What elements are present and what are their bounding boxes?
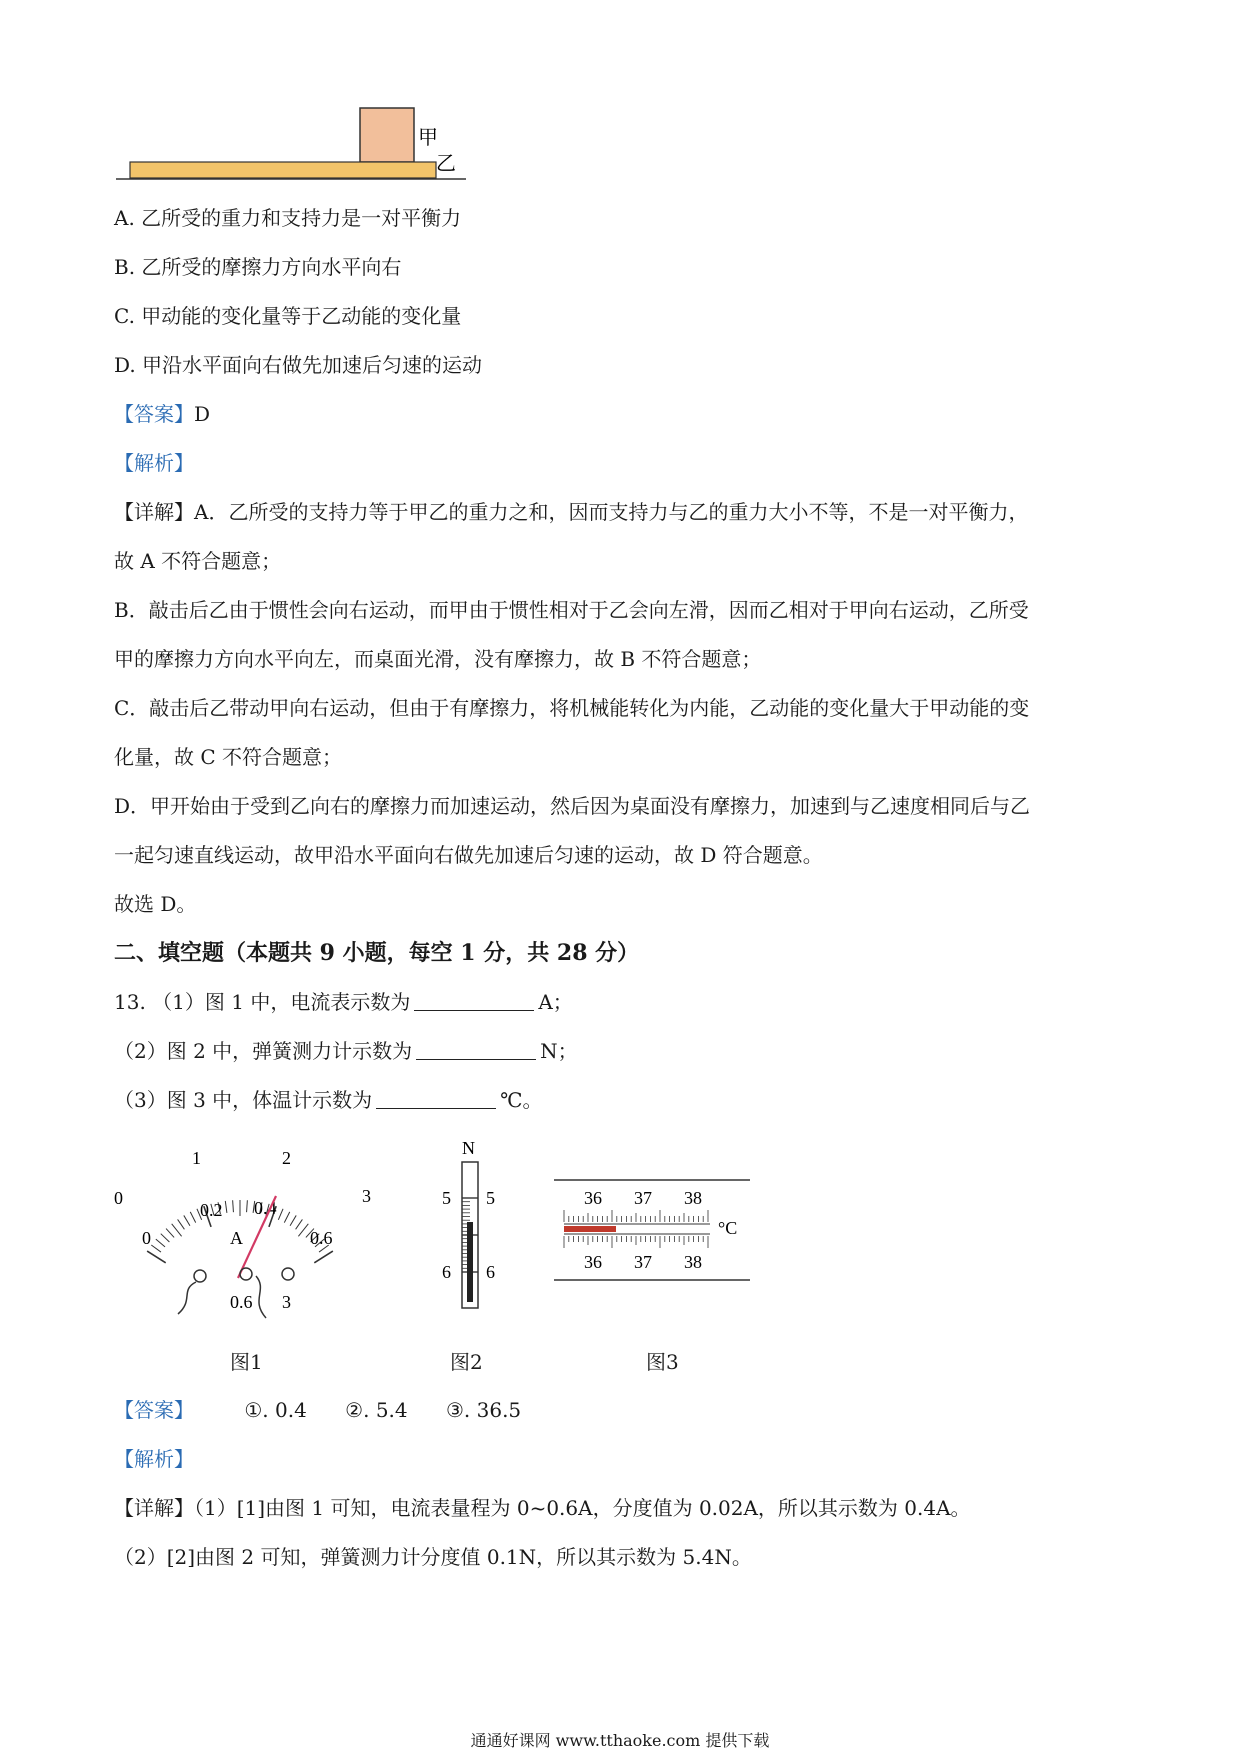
q13-answer-1: ①. 0.4	[244, 1398, 307, 1422]
q13-line-2-unit: N；	[540, 1039, 578, 1063]
q12-answer	[114, 400, 210, 428]
right-mark-6: 6	[486, 1262, 495, 1282]
q13-detail-2: （2）[2]由图 2 可知，弹簧测力计分度值 0.1N，所以其示数为 5.4N。	[114, 1545, 752, 1569]
q13-answer	[114, 1396, 521, 1424]
q13-detail-text-1: （1）[1]由图 1 可知，电流表量程为 0~0.6A，分度值为 0.02A，所以其示数为 0.4A。	[194, 1496, 971, 1520]
q12-analysis-tag: 【解析】	[114, 451, 194, 475]
left-mark-6: 6	[442, 1262, 451, 1282]
scale-tick	[178, 1219, 185, 1229]
top-mark-38: 38	[684, 1188, 702, 1208]
terminal-label-06: 0.6	[230, 1292, 253, 1312]
fig3-label: 图3	[646, 1350, 679, 1374]
scale-tick	[190, 1212, 195, 1223]
left-mark-5: 5	[442, 1188, 451, 1208]
option-c: C. 甲动能的变化量等于乙动能的变化量	[114, 304, 462, 328]
answer-value: D	[194, 402, 211, 426]
bottom-mark-38: 38	[684, 1252, 702, 1272]
q13-line-2	[114, 1037, 578, 1065]
bottom-scale-0: 0	[142, 1228, 151, 1248]
bottom-scale-1: 0.2	[200, 1200, 223, 1220]
q12-detail-line-9: 故选 D。	[114, 892, 197, 916]
section-heading: 二、填空题（本题共 9 小题，每空 1 分，共 28 分）	[114, 940, 640, 966]
q13-line-1	[114, 988, 573, 1016]
bottom-scale-2: 0.4	[254, 1198, 277, 1218]
scale-tick	[172, 1224, 182, 1237]
blank-1	[414, 990, 534, 1011]
scale-tick	[296, 1219, 303, 1229]
thermometer-figure	[550, 1176, 760, 1286]
wire-left	[178, 1282, 196, 1314]
q12-detail-line-4: 甲的摩擦力方向水平向左，而桌面光滑，没有摩擦力，故 B 不符合题意；	[114, 647, 762, 671]
option-a: A. 乙所受的重力和支持力是一对平衡力	[114, 206, 462, 230]
scale-tick	[290, 1215, 296, 1225]
top-scale-2: 2	[282, 1148, 291, 1168]
scale-tick	[314, 1251, 333, 1263]
bottom-mark-36: 36	[584, 1252, 602, 1272]
q12-detail-line-8: 一起匀速直线运动，故甲沿水平面向右做先加速后匀速的运动，故 D 符合题意。	[114, 843, 823, 867]
top-scale-3: 3	[362, 1186, 371, 1206]
wire-mid	[256, 1276, 266, 1318]
q13-line-3-text: （3）图 3 中，体温计示数为	[114, 1088, 373, 1112]
block-jia	[360, 108, 414, 162]
q12-detail-line-7: D．甲开始由于受到乙向右的摩擦力而加速运动，然后因为桌面没有摩擦力，加速到与乙速度相同后与乙	[114, 794, 1031, 818]
right-mark-5: 5	[486, 1188, 495, 1208]
q13-detail-1	[114, 1494, 971, 1522]
scale-tick	[233, 1200, 234, 1212]
q12-detail-line-5: C．敲击后乙带动甲向右运动，但由于有摩擦力，将机械能转化为内能，乙动能的变化量大于甲动能的变	[114, 696, 1030, 720]
q13-detail-tag: 【详解】	[114, 1496, 194, 1520]
ammeter-unit: A	[230, 1228, 243, 1248]
q12-detail-line-2: 故 A 不符合题意；	[114, 549, 282, 573]
bottom-mark-37: 37	[634, 1252, 652, 1272]
bottom-scale-3: 0.6	[310, 1228, 333, 1248]
q13-line-1-unit: A；	[538, 990, 573, 1014]
scale-tick	[184, 1215, 190, 1225]
fig2-label: 图2	[450, 1350, 483, 1374]
option-b: B. 乙所受的摩擦力方向水平向右	[114, 255, 402, 279]
blank-3	[376, 1088, 496, 1109]
terminal-neg	[194, 1270, 206, 1282]
spring-scale-figure	[430, 1130, 510, 1315]
scale-tick	[247, 1200, 248, 1212]
scale-tick	[147, 1251, 166, 1263]
detail-text: A．乙所受的支持力等于甲乙的重力之和，因而支持力与乙的重力大小不等，不是一对平衡力，	[194, 500, 1029, 524]
q13-line-3-unit: ℃。	[500, 1088, 543, 1112]
ammeter-figure	[110, 1140, 390, 1325]
q13-answer-tag: 【答案】	[114, 1398, 194, 1422]
scale-tick	[298, 1224, 308, 1237]
top-mark-37: 37	[634, 1188, 652, 1208]
q13-answer-2: ②. 5.4	[345, 1398, 408, 1422]
board-yi	[130, 162, 436, 178]
q13-line-1-text: 13. （1）图 1 中，电流表示数为	[114, 990, 411, 1014]
block-board-figure	[110, 100, 480, 190]
q13-line-3	[114, 1086, 543, 1114]
thermo-unit: °C	[718, 1218, 738, 1238]
scale-tick	[161, 1234, 170, 1242]
top-scale-0: 0	[114, 1188, 123, 1208]
fig1-label: 图1	[230, 1350, 263, 1374]
q13-answer-3: ③. 36.5	[445, 1398, 522, 1422]
q12-detail-line-6: 化量，故 C 不符合题意；	[114, 745, 343, 769]
page-footer: 通通好课网 www.tthaoke.com 提供下载	[470, 1731, 770, 1750]
scale-tick	[166, 1229, 174, 1238]
q13-analysis-tag: 【解析】	[114, 1447, 194, 1471]
terminal-label-3: 3	[282, 1292, 291, 1312]
scale-tick	[151, 1245, 161, 1252]
scale-pointer	[467, 1222, 473, 1302]
detail-tag: 【详解】	[114, 500, 194, 524]
answer-tag: 【答案】	[114, 402, 194, 426]
q12-detail-line-1	[114, 498, 1028, 526]
top-mark-36: 36	[584, 1188, 602, 1208]
q12-detail-line-3: B．敲击后乙由于惯性会向右运动，而甲由于惯性相对于乙会向左滑，因而乙相对于甲向右运动，乙所受	[114, 598, 1029, 622]
top-scale-1: 1	[192, 1148, 201, 1168]
scale-tick	[156, 1239, 165, 1247]
scale-tick	[284, 1212, 289, 1223]
label-yi: 乙	[436, 153, 456, 175]
mercury-column	[564, 1226, 616, 1232]
terminal-3	[282, 1268, 294, 1280]
scale-unit: N	[462, 1138, 475, 1158]
blank-2	[416, 1039, 536, 1060]
label-jia: 甲	[418, 127, 438, 149]
q13-line-2-text: （2）图 2 中，弹簧测力计示数为	[114, 1039, 413, 1063]
scale-tick	[225, 1201, 227, 1213]
scale-tick	[278, 1209, 283, 1220]
option-d: D. 甲沿水平面向右做先加速后匀速的运动	[114, 353, 483, 377]
terminal-06	[240, 1268, 252, 1280]
